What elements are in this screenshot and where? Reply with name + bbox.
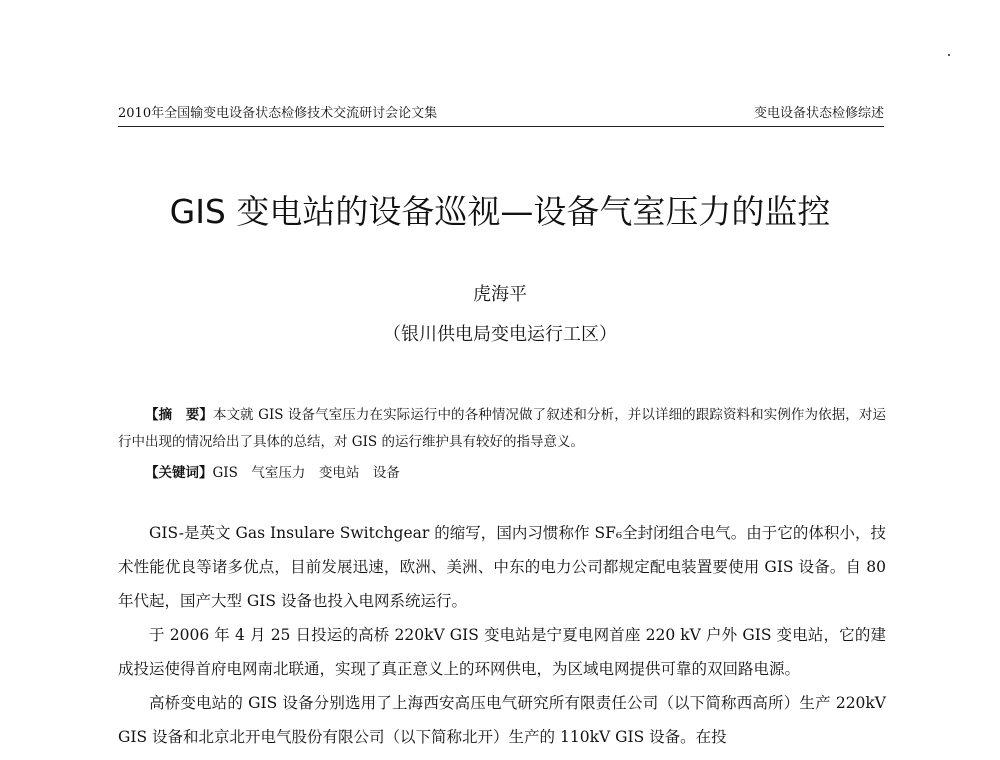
keywords: [118, 460, 886, 487]
body-paragraph: 于 2006 年 4 月 25 日投运的高桥 220kV GIS 变电站是宁夏电网首座 220 kV 户外 GIS 变电站，它的建成投运使得首府电网南北联通，实现了真正意义上的环网供电，为区域电网提供可靠的双回路电源。: [118, 626, 886, 678]
header-proceedings-title: 2010年全国输变电设备状态检修技术交流研讨会论文集: [118, 106, 438, 121]
body-paragraph: 高桥变电站的 GIS 设备分别选用了上海西安高压电气研究所有限责任公司（以下简称西高所）生产 220kV GIS 设备和北京北开电气股份有限公司（以下简称北开）生产的 110kV GIS 设备。在投: [118, 694, 886, 746]
paper-affiliation: （银川供电局变电运行工区）: [383, 324, 617, 345]
abstract-text: 本文就 GIS 设备气室压力在实际运行中的各种情况做了叙述和分析，并以详细的跟踪资料和实例作为依据，对运行中出现的情况给出了具体的总结，对 GIS 的运行维护具有较好的指导意义。: [118, 407, 887, 450]
header-section-title: 变电设备状态检修综述: [753, 106, 884, 121]
keywords-text: GIS 气室压力 变电站 设备: [212, 465, 400, 481]
body-text: [118, 516, 886, 754]
paper-author: 虎海平: [473, 284, 527, 305]
body-paragraph: GIS-是英文 Gas Insulare Switchgear 的缩写，国内习惯称作 SF₆全封闭组合电气。由于它的体积小，技术性能优良等诸多优点，目前发展迅速，欧洲、美洲、中东的电力公司都规定配电装置要使用 GIS 设备。自 80 年代起，国产大型 GIS 设备也投入电网系统运行。: [118, 524, 886, 610]
scan-speck: [948, 54, 950, 56]
abstract-label: 【摘 要】: [145, 407, 213, 423]
running-header: [118, 104, 884, 127]
abstract: [118, 402, 886, 456]
paper-title: GIS 变电站的设备巡视—设备气室压力的监控: [169, 192, 831, 231]
keywords-label: 【关键词】: [145, 465, 213, 481]
